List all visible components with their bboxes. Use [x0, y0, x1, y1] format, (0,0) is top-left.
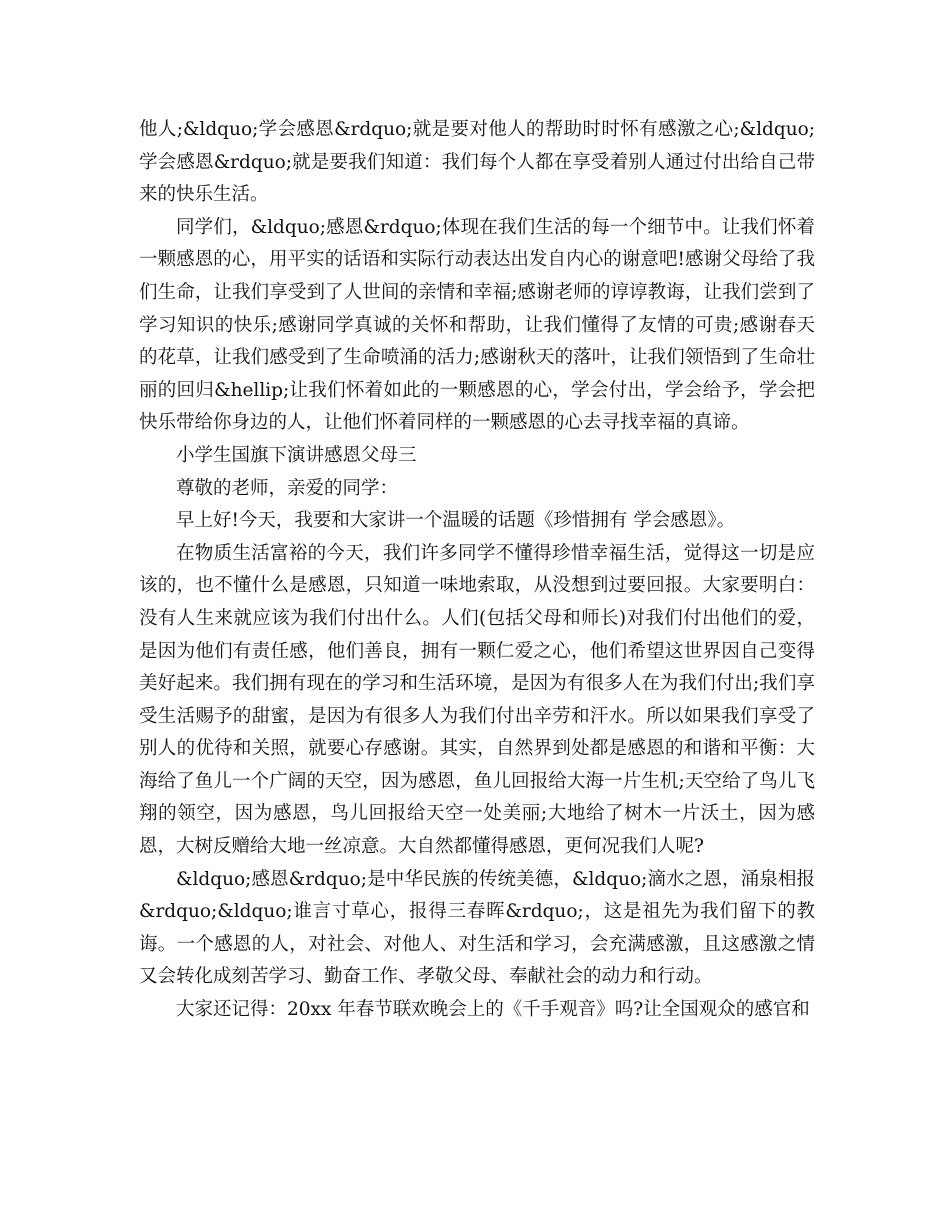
paragraph-1: 他人;&ldquo;学会感恩&rdquo;就是要对他人的帮助时时怀有感激之心;&ldquo;学会感恩&rdquo;就是要我们知道：我们每个人都在享受着别人通过付出给自己带来的快乐生活。 [139, 119, 815, 206]
paragraph-8: 大家还记得：20xx 年春节联欢晚会上的《千手观音》吗?让全国观众的感官和 [176, 999, 810, 1021]
paragraph-7: &ldquo;感恩&rdquo;是中华民族的传统美德，&ldquo;滴水之恩，涌泉相报&rdquo;&ldquo;谁言寸草心，报得三春晖&rdquo;，这是祖先为我们留下的教诲。一个感恩的人，对社会、对他人、对生活和学习，会充满感激，且这感激之情又会转化成刻苦学习、勤奋工作、孝敬父母、奉献社会的动力和行动。 [139, 868, 815, 988]
paragraph-2: 同学们，&ldquo;感恩&rdquo;体现在我们生活的每一个细节中。让我们怀着一颗感恩的心，用平实的话语和实际行动表达出发自内心的谢意吧!感谢父母给了我们生命，让我们享受到了人世间的亲情和幸福;感谢老师的谆谆教诲，让我们尝到了学习知识的快乐;感谢同学真诚的关怀和帮助，让我们懂得了友情的可贵;感谢春天的花草，让我们感受到了生命喷涌的活力;感谢秋天的落叶，让我们领悟到了生命壮丽的回归&hellip;让我们怀着如此的一颗感恩的心，学会付出，学会给予，学会把快乐带给你身边的人，让他们怀着同样的一颗感恩的心去寻找幸福的真谛。 [139, 216, 815, 434]
greeting: 早上好!今天，我要和大家讲一个温暖的话题《珍惜拥有 学会感恩》。 [176, 510, 736, 532]
section-heading: 小学生国旗下演讲感恩父母三 [176, 444, 417, 466]
salutation: 尊敬的老师，亲爱的同学： [176, 477, 399, 499]
paragraph-6: 在物质生活富裕的今天，我们许多同学不懂得珍惜幸福生活，觉得这一切是应该的，也不懂什么是感恩，只知道一味地索取，从没想到过要回报。大家要明白：没有人生来就应该为我们付出什么。人们(包括父母和师长)对我们付出他们的爱，是因为他们有责任感，他们善良，拥有一颗仁爱之心，他们希望这世界因自己变得美好起来。我们拥有现在的学习和生活环境，是因为有很多人在为我们付出;我们享受生活赐予的甜蜜，是因为有很多人为我们付出辛劳和汗水。所以如果我们享受了别人的优待和关照，就要心存感谢。其实，自然界到处都是感恩的和谐和平衡：大海给了鱼儿一个广阔的天空，因为感恩，鱼儿回报给大海一片生机;天空给了鸟儿飞翔的领空，因为感恩，鸟儿回报给天空一处美丽;大地给了树木一片沃土，因为感恩，大树反赠给大地一丝凉意。大自然都懂得感恩，更何况我们人呢? [139, 542, 815, 858]
document-body [139, 114, 815, 1027]
